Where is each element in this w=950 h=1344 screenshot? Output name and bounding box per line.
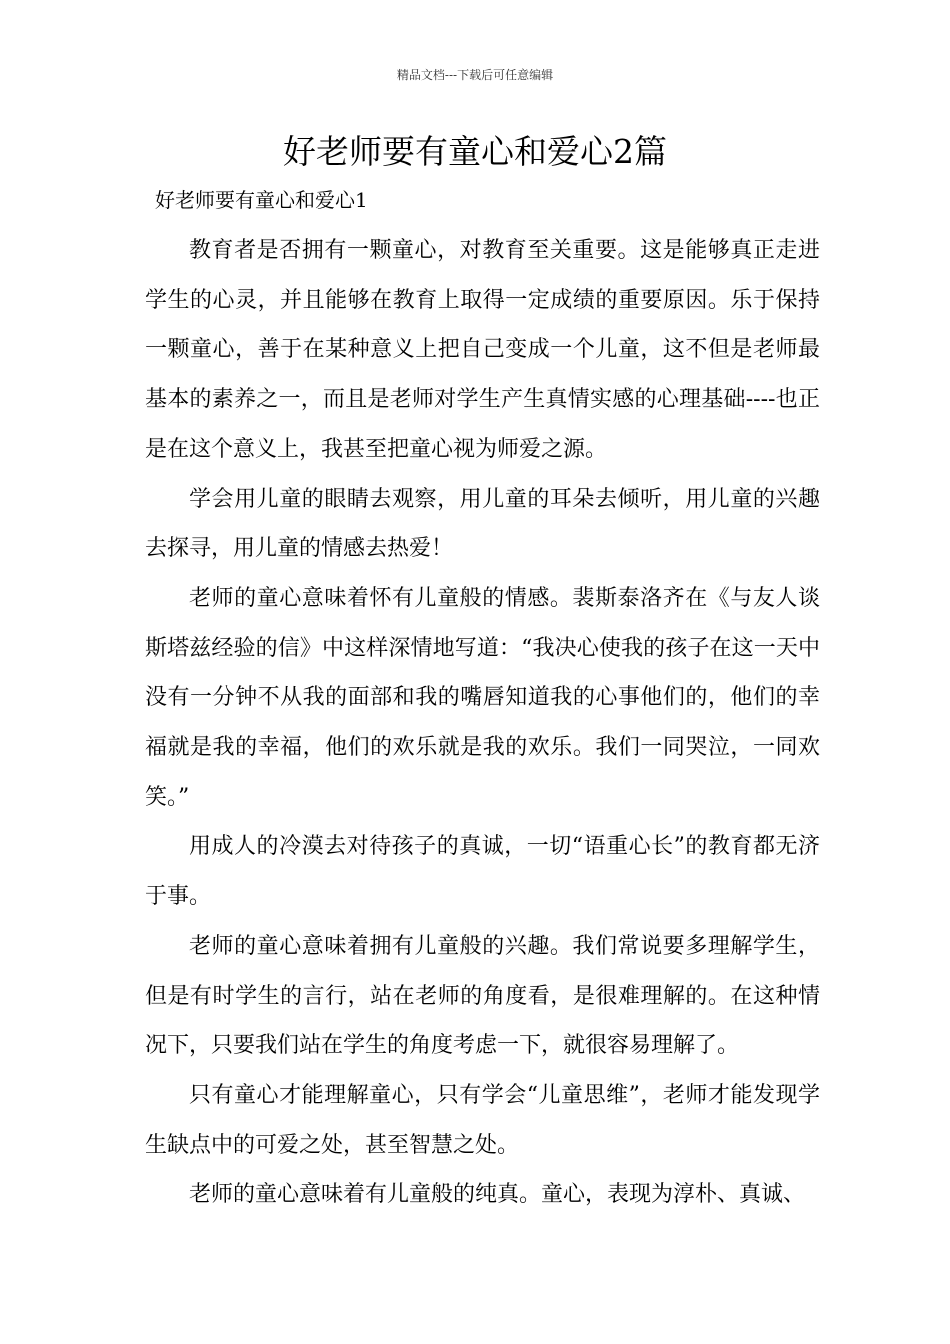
header-note: 精品文档---下载后可任意编辑 — [396, 68, 554, 82]
paragraph-7: 老师的童心意味着有儿童般的纯真。童心，表现为淳朴、真诚、 — [189, 1182, 806, 1208]
document-title: 好老师要有童心和爱心2篇 — [283, 132, 667, 171]
paragraph-2: 学会用儿童的眼睛去观察，用儿童的耳朵去倾听，用儿童的兴趣去探寻，用儿童的情感去热爱！ — [145, 486, 820, 562]
section-subtitle: 好老师要有童心和爱心1 — [155, 188, 368, 212]
document-body — [145, 226, 820, 1220]
paragraph-3: 老师的童心意味着怀有儿童般的情感。裴斯泰洛齐在《与友人谈斯塔兹经验的信》中这样深情地写道：“我决心使我的孩子在这一天中没有一分钟不从我的面部和我的嘴唇知道我的心事他们的，他们的幸福就是我的幸福，他们的欢乐就是我的欢乐。我们一同哭泣，一同欢笑。” — [145, 585, 820, 810]
paragraph-4: 用成人的冷漠去对待孩子的真诚，一切“语重心长”的教育都无济于事。 — [145, 834, 820, 910]
paragraph-1: 教育者是否拥有一颗童心，对教育至关重要。这是能够真正走进学生的心灵，并且能够在教育上取得一定成绩的重要原因。乐于保持一颗童心，善于在某种意义上把自己变成一个儿童，这不但是老师最基本的素养之一，而且是老师对学生产生真情实感的心理基础----也正是在这个意义上，我甚至把童心视为师爱之源。 — [145, 238, 820, 462]
paragraph-6: 只有童心才能理解童心，只有学会“儿童思维”，老师才能发现学生缺点中的可爱之处，甚至智慧之处。 — [145, 1082, 820, 1158]
paragraph-5: 老师的童心意味着拥有儿童般的兴趣。我们常说要多理解学生，但是有时学生的言行，站在老师的角度看，是很难理解的。在这种情况下，只要我们站在学生的角度考虑一下，就很容易理解了。 — [145, 933, 820, 1059]
